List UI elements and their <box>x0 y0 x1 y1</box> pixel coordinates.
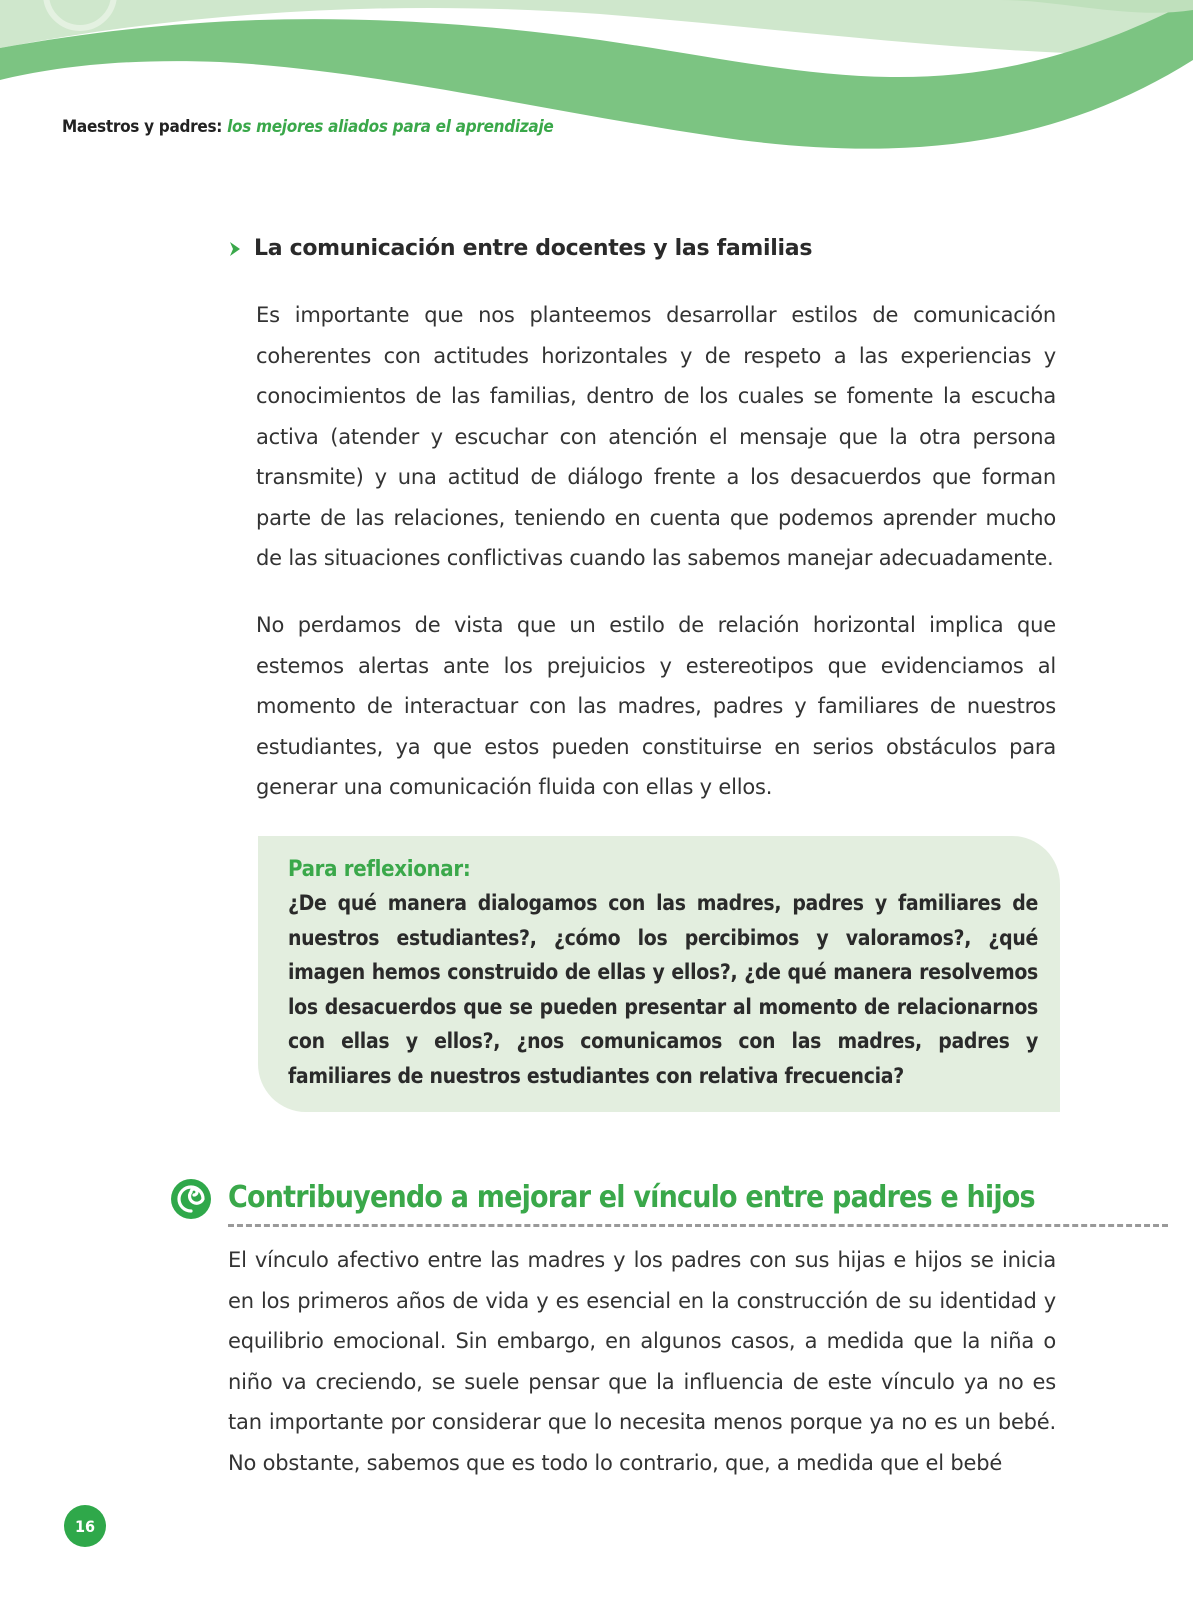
page-number-badge: 16 <box>64 1505 106 1547</box>
subsection-heading <box>228 236 812 261</box>
reflection-box <box>258 836 1060 1112</box>
subsection-title: La comunicación entre docentes y las familias <box>254 236 813 261</box>
body-paragraph-1: Es importante que nos planteemos desarrollar estilos de comunicación coherentes con actitudes horizontales y de respeto a las experiencias y conocimientos de las familias, dentro de los cuales se fomente la escucha activa (atender y escuchar con atención el mensaje que la otra persona transmite) y una actitud de diálogo frente a los desacuerdos que forman parte de las relaciones, teniendo en cuenta que podemos aprender mucho de las situaciones conflictivas cuando las sabemos manejar adecuadamente. <box>256 303 1056 570</box>
reflection-title: Para reflexionar: <box>288 857 471 882</box>
running-head-title: Maestros y padres: <box>62 117 223 137</box>
running-head-subtitle: los mejores aliados para el aprendizaje <box>227 117 554 137</box>
section-paragraph: El vínculo afectivo entre las madres y los padres con sus hijas e hijos se inicia en los primeros años de vida y es esencial en la construcción de su identidad y equilibrio emocional. Sin embargo, en algunos casos, a medida que la niña o niño va creciendo, se suele pensar que la influencia de este vínculo ya no es tan importante por considerar que lo necesita menos porque ya no es un bebé. No obstante, sabemos que es todo lo contrario, que, a medida que el bebé <box>228 1248 1056 1475</box>
running-head <box>62 117 553 137</box>
chevron-right-icon <box>228 241 242 257</box>
body-paragraph-2: No perdamos de vista que un estilo de relación horizontal implica que estemos alertas ante los prejuicios y estereotipos que evidenciamos al momento de interactuar con las madres, padres y familiares de nuestros estudiantes, ya que estos pueden constituirse en serios obstáculos para generar una comunicación fluida con ellas y ellos. <box>256 613 1056 799</box>
reflection-body: ¿De qué manera dialogamos con las madres, padres y familiares de nuestros estudiantes?, ¿cómo los percibimos y valoramos?, ¿qué imagen hemos construido de ellas y ellos?, ¿de qué manera resolvemos los desacuerdos que se pueden presentar al momento de relacionarnos con ellas y ellos?, ¿nos comunicamos con las madres, padres y familiares de nuestros estudiantes con relativa frecuencia? <box>288 891 1038 1088</box>
section-divider <box>228 1224 1168 1227</box>
section-title: Contribuyendo a mejorar el vínculo entre padres e hijos <box>228 1180 1035 1215</box>
spiral-icon <box>170 1178 212 1220</box>
